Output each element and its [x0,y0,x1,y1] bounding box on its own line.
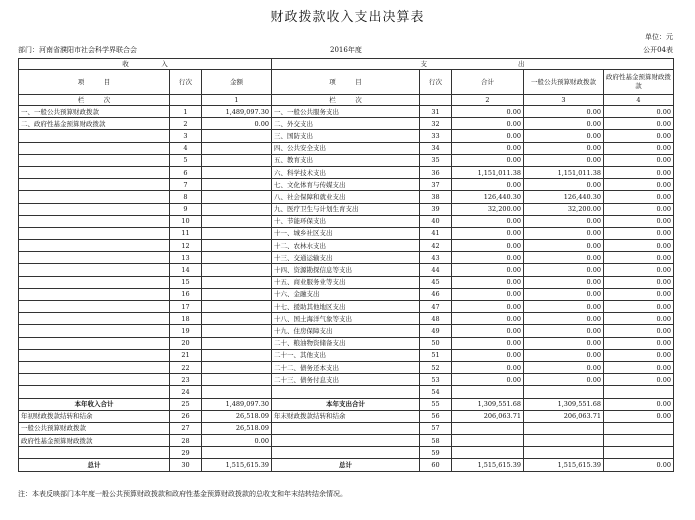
income-row-no: 7 [170,179,202,191]
income-row-no: 28 [170,435,202,447]
fund-budget-amount: 0.00 [604,130,674,142]
income-item [19,252,170,264]
expenditure-row-no: 36 [420,166,452,178]
expenditure-item [272,386,420,398]
expenditure-row-no: 43 [420,252,452,264]
income-amount [202,166,272,178]
income-item [19,215,170,227]
table-row [19,252,674,264]
general-budget-amount: 0.00 [524,361,604,373]
total-amount: 1,151,011.38 [452,166,524,178]
general-budget-amount: 0.00 [524,106,604,118]
income-item [19,349,170,361]
income-lan-label: 栏 次 [19,95,170,106]
table-row [19,166,674,178]
income-row-no: 14 [170,264,202,276]
general-budget-amount [524,435,604,447]
empty-cell [170,95,202,106]
general-budget-amount: 0.00 [524,301,604,313]
income-row-no: 3 [170,130,202,142]
income-item [19,313,170,325]
fund-budget-amount: 0.00 [604,106,674,118]
expenditure-item: 一、一般公共服务支出 [272,106,420,118]
income-item [19,288,170,300]
fund-budget-amount: 0.00 [604,410,674,422]
income-item [19,191,170,203]
expenditure-row-no: 49 [420,325,452,337]
table-row [19,130,674,142]
income-item: 总计 [19,459,170,471]
income-item [19,142,170,154]
general-budget-amount [524,447,604,459]
general-budget-amount: 126,440.30 [524,191,604,203]
fund-budget-amount: 0.00 [604,398,674,410]
table-row [19,227,674,239]
income-amount: 1,489,097.30 [202,106,272,118]
table-row [19,264,674,276]
fund-budget-amount: 0.00 [604,240,674,252]
income-item [19,374,170,386]
income-item: 一般公共预算财政拨款 [19,422,170,434]
general-budget-amount [524,386,604,398]
expenditure-item: 总计 [272,459,420,471]
expenditure-row-no: 58 [420,435,452,447]
general-budget-amount: 0.00 [524,215,604,227]
col-index-4: 4 [604,95,674,106]
income-item: 二、政府性基金预算财政拨款 [19,118,170,130]
total-amount [452,386,524,398]
income-item: 本年收入合计 [19,398,170,410]
general-budget-amount: 0.00 [524,142,604,154]
income-item [19,361,170,373]
general-budget-amount: 0.00 [524,240,604,252]
table-row [19,435,674,447]
table-row [19,179,674,191]
expenditure-row-no: 35 [420,154,452,166]
income-row-no: 25 [170,398,202,410]
expenditure-item: 五、教育支出 [272,154,420,166]
expenditure-row-no: 59 [420,447,452,459]
income-item [19,337,170,349]
expenditure-item: 二十一、其他支出 [272,349,420,361]
expenditure-item: 十九、住房保障支出 [272,325,420,337]
expenditure-item [272,422,420,434]
amount-header: 金额 [202,70,272,95]
total-amount [452,435,524,447]
income-row-no: 11 [170,227,202,239]
expenditure-header: 支 出 [272,59,674,70]
general-budget-amount: 0.00 [524,374,604,386]
expenditure-row-no: 48 [420,313,452,325]
income-amount [202,240,272,252]
income-amount [202,313,272,325]
expenditure-row-no: 47 [420,301,452,313]
fund-budget-amount: 0.00 [604,264,674,276]
income-item [19,154,170,166]
income-row-no: 1 [170,106,202,118]
income-row-no: 17 [170,301,202,313]
total-amount: 0.00 [452,301,524,313]
fund-budget-amount: 0.00 [604,154,674,166]
general-budget-amount: 0.00 [524,227,604,239]
total-amount [452,422,524,434]
general-budget-amount: 206,063.71 [524,410,604,422]
general-budget-amount [524,422,604,434]
empty-cell [420,95,452,106]
table-row [19,361,674,373]
total-amount: 0.00 [452,264,524,276]
fund-budget-amount: 0.00 [604,301,674,313]
income-amount: 0.00 [202,118,272,130]
income-row-no: 29 [170,447,202,459]
general-budget-amount: 1,151,011.38 [524,166,604,178]
total-amount: 0.00 [452,130,524,142]
income-row-no: 16 [170,288,202,300]
expenditure-item: 年末财政拨款结转和结余 [272,410,420,422]
total-header: 合计 [452,70,524,95]
income-item: 年初财政拨款结转和结余 [19,410,170,422]
total-amount: 0.00 [452,337,524,349]
expenditure-item: 三、国防支出 [272,130,420,142]
total-amount: 0.00 [452,252,524,264]
total-amount [452,447,524,459]
expenditure-item: 七、文化体育与传媒支出 [272,179,420,191]
income-row-no: 30 [170,459,202,471]
total-amount: 0.00 [452,118,524,130]
expenditure-row-no: 54 [420,386,452,398]
expenditure-item: 十六、金融支出 [272,288,420,300]
income-item [19,276,170,288]
income-row-no: 9 [170,203,202,215]
expenditure-row-no: 38 [420,191,452,203]
total-amount: 0.00 [452,276,524,288]
general-budget-amount: 0.00 [524,264,604,276]
general-budget-amount: 0.00 [524,154,604,166]
income-amount [202,447,272,459]
expenditure-item: 十、节能环保支出 [272,215,420,227]
total-amount: 32,200.00 [452,203,524,215]
general-budget-amount: 0.00 [524,252,604,264]
expenditure-row-no: 44 [420,264,452,276]
table-row [19,422,674,434]
income-amount [202,301,272,313]
income-item [19,325,170,337]
total-amount: 0.00 [452,179,524,191]
expenditure-item: 二十二、债务还本支出 [272,361,420,373]
general-budget-amount: 0.00 [524,130,604,142]
expenditure-row-no: 34 [420,142,452,154]
income-row-no: 12 [170,240,202,252]
expenditure-row-no: 32 [420,118,452,130]
income-item [19,227,170,239]
income-amount [202,179,272,191]
fund-budget-amount: 0.00 [604,313,674,325]
income-amount [202,325,272,337]
expenditure-lan-label: 栏 次 [272,95,420,106]
income-row-no: 23 [170,374,202,386]
unit-label: 单位：元 [645,33,673,41]
income-amount [202,361,272,373]
table-row [19,240,674,252]
income-amount [202,264,272,276]
income-row-no: 6 [170,166,202,178]
general-budget-amount: 1,309,551.68 [524,398,604,410]
income-amount: 26,518.09 [202,422,272,434]
expenditure-item: 四、公共安全支出 [272,142,420,154]
fund-budget-amount: 0.00 [604,118,674,130]
expenditure-item: 十八、国土海洋气象等支出 [272,313,420,325]
income-row-no: 13 [170,252,202,264]
expenditure-item: 二、外交支出 [272,118,420,130]
income-row-no: 15 [170,276,202,288]
expenditure-row-no-header: 行次 [420,70,452,95]
table-row [19,118,674,130]
fund-budget-amount: 0.00 [604,325,674,337]
expenditure-item: 八、社会保障和就业支出 [272,191,420,203]
income-amount [202,288,272,300]
income-row-no: 10 [170,215,202,227]
expenditure-row-no: 39 [420,203,452,215]
total-amount: 0.00 [452,325,524,337]
income-amount [202,276,272,288]
income-amount [202,142,272,154]
general-budget-amount: 0.00 [524,276,604,288]
income-row-no: 22 [170,361,202,373]
table-row [19,374,674,386]
expenditure-row-no: 51 [420,349,452,361]
income-item [19,166,170,178]
income-row-no-header: 行次 [170,70,202,95]
table-row [19,313,674,325]
col-index-1: 1 [202,95,272,106]
fund-budget-amount [604,435,674,447]
income-row-no: 27 [170,422,202,434]
appropriation-table [18,58,674,472]
col-index-3: 3 [524,95,604,106]
income-amount: 26,518.09 [202,410,272,422]
total-amount: 0.00 [452,349,524,361]
col-index-2: 2 [452,95,524,106]
expenditure-row-no: 52 [420,361,452,373]
table-row [19,288,674,300]
expenditure-item: 十三、交通运输支出 [272,252,420,264]
total-amount: 0.00 [452,142,524,154]
total-amount: 1,515,615.39 [452,459,524,471]
expenditure-item: 十四、资源勘探信息等支出 [272,264,420,276]
income-item [19,301,170,313]
income-item [19,130,170,142]
table-row [19,276,674,288]
general-budget-amount: 0.00 [524,179,604,191]
expenditure-row-no: 37 [420,179,452,191]
income-amount [202,130,272,142]
expenditure-item: 二十、粮油物资储备支出 [272,337,420,349]
expenditure-item: 十五、商业服务业等支出 [272,276,420,288]
income-item [19,447,170,459]
fund-budget-amount: 0.00 [604,252,674,264]
general-budget-amount: 0.00 [524,288,604,300]
income-item-header: 项 目 [19,70,170,95]
income-amount [202,227,272,239]
income-item: 一、一般公共预算财政拨款 [19,106,170,118]
fund-budget-amount: 0.00 [604,191,674,203]
expenditure-item: 本年支出合计 [272,398,420,410]
fund-budget-amount: 0.00 [604,361,674,373]
fund-budget-amount: 0.00 [604,227,674,239]
total-amount: 0.00 [452,154,524,166]
table-row [19,301,674,313]
fund-budget-amount: 0.00 [604,166,674,178]
general-budget-amount: 32,200.00 [524,203,604,215]
footnote: 注：本表反映部门本年度一般公共预算财政拨款和政府性基金预算财政拨款的总收支和年末结转结余情况。 [18,490,347,498]
income-row-no: 21 [170,349,202,361]
expenditure-row-no: 57 [420,422,452,434]
income-amount [202,203,272,215]
fund-budget-amount: 0.00 [604,215,674,227]
general-budget-amount: 0.00 [524,313,604,325]
table-row [19,337,674,349]
fund-budget-amount: 0.00 [604,337,674,349]
total-amount: 0.00 [452,240,524,252]
general-budget-amount: 0.00 [524,337,604,349]
expenditure-item [272,447,420,459]
total-amount: 206,063.71 [452,410,524,422]
income-amount [202,386,272,398]
income-amount [202,349,272,361]
table-row [19,349,674,361]
expenditure-row-no: 33 [420,130,452,142]
fund-budget-amount [604,422,674,434]
expenditure-row-no: 46 [420,288,452,300]
income-item [19,264,170,276]
expenditure-item-header: 项 目 [272,70,420,95]
table-row [19,215,674,227]
general-budget-amount: 0.00 [524,118,604,130]
table-row [19,459,674,471]
total-amount: 0.00 [452,374,524,386]
expenditure-row-no: 60 [420,459,452,471]
fund-budget-amount: 0.00 [604,142,674,154]
table-row [19,410,674,422]
expenditure-item: 十七、援助其他地区支出 [272,301,420,313]
income-amount: 0.00 [202,435,272,447]
table-row [19,325,674,337]
fund-budget-amount: 0.00 [604,276,674,288]
fund-budget-amount [604,447,674,459]
fund-budget-amount: 0.00 [604,459,674,471]
income-row-no: 4 [170,142,202,154]
expenditure-row-no: 42 [420,240,452,252]
income-row-no: 18 [170,313,202,325]
general-budget-amount: 1,515,615.39 [524,459,604,471]
table-row [19,203,674,215]
total-amount: 0.00 [452,227,524,239]
income-amount [202,215,272,227]
expenditure-row-no: 41 [420,227,452,239]
income-item [19,203,170,215]
table-row [19,142,674,154]
income-amount: 1,489,097.30 [202,398,272,410]
table-row [19,398,674,410]
income-amount [202,191,272,203]
income-amount: 1,515,615.39 [202,459,272,471]
income-item [19,179,170,191]
expenditure-item: 六、科学技术支出 [272,166,420,178]
table-row [19,447,674,459]
general-budget-amount: 0.00 [524,325,604,337]
income-row-no: 2 [170,118,202,130]
table-row [19,106,674,118]
expenditure-row-no: 40 [420,215,452,227]
total-amount: 0.00 [452,288,524,300]
general-budget-amount: 0.00 [524,349,604,361]
fund-budget-amount: 0.00 [604,203,674,215]
income-amount [202,252,272,264]
income-header: 收 入 [19,59,272,70]
income-item [19,240,170,252]
expenditure-item: 二十三、债务付息支出 [272,374,420,386]
fund-budget-header: 政府性基金预算财政拨款 [604,70,674,95]
table-row [19,191,674,203]
fund-budget-amount [604,386,674,398]
income-amount [202,154,272,166]
income-row-no: 5 [170,154,202,166]
expenditure-row-no: 45 [420,276,452,288]
general-budget-header: 一般公共预算财政拨款 [524,70,604,95]
expenditure-row-no: 31 [420,106,452,118]
expenditure-row-no: 55 [420,398,452,410]
total-amount: 1,309,551.68 [452,398,524,410]
income-amount [202,374,272,386]
report-title: 财政拨款收入支出决算表 [270,10,425,25]
expenditure-item [272,435,420,447]
form-number: 公开04表 [643,46,673,54]
fund-budget-amount: 0.00 [604,288,674,300]
total-amount: 126,440.30 [452,191,524,203]
income-amount [202,337,272,349]
fund-budget-amount: 0.00 [604,179,674,191]
income-item: 政府性基金预算财政拨款 [19,435,170,447]
total-amount: 0.00 [452,361,524,373]
year-label: 2016年度 [330,46,362,54]
expenditure-row-no: 50 [420,337,452,349]
expenditure-row-no: 53 [420,374,452,386]
fund-budget-amount: 0.00 [604,349,674,361]
income-row-no: 8 [170,191,202,203]
income-row-no: 19 [170,325,202,337]
department-label: 部门：河南省濮阳市社会科学界联合会 [18,46,137,54]
table-row [19,386,674,398]
expenditure-item: 十一、城乡社区支出 [272,227,420,239]
expenditure-item: 十二、农林水支出 [272,240,420,252]
income-row-no: 24 [170,386,202,398]
total-amount: 0.00 [452,313,524,325]
income-item [19,386,170,398]
income-row-no: 20 [170,337,202,349]
table-row [19,154,674,166]
total-amount: 0.00 [452,106,524,118]
expenditure-item: 九、医疗卫生与计划生育支出 [272,203,420,215]
income-row-no: 26 [170,410,202,422]
expenditure-row-no: 56 [420,410,452,422]
total-amount: 0.00 [452,215,524,227]
fund-budget-amount: 0.00 [604,374,674,386]
